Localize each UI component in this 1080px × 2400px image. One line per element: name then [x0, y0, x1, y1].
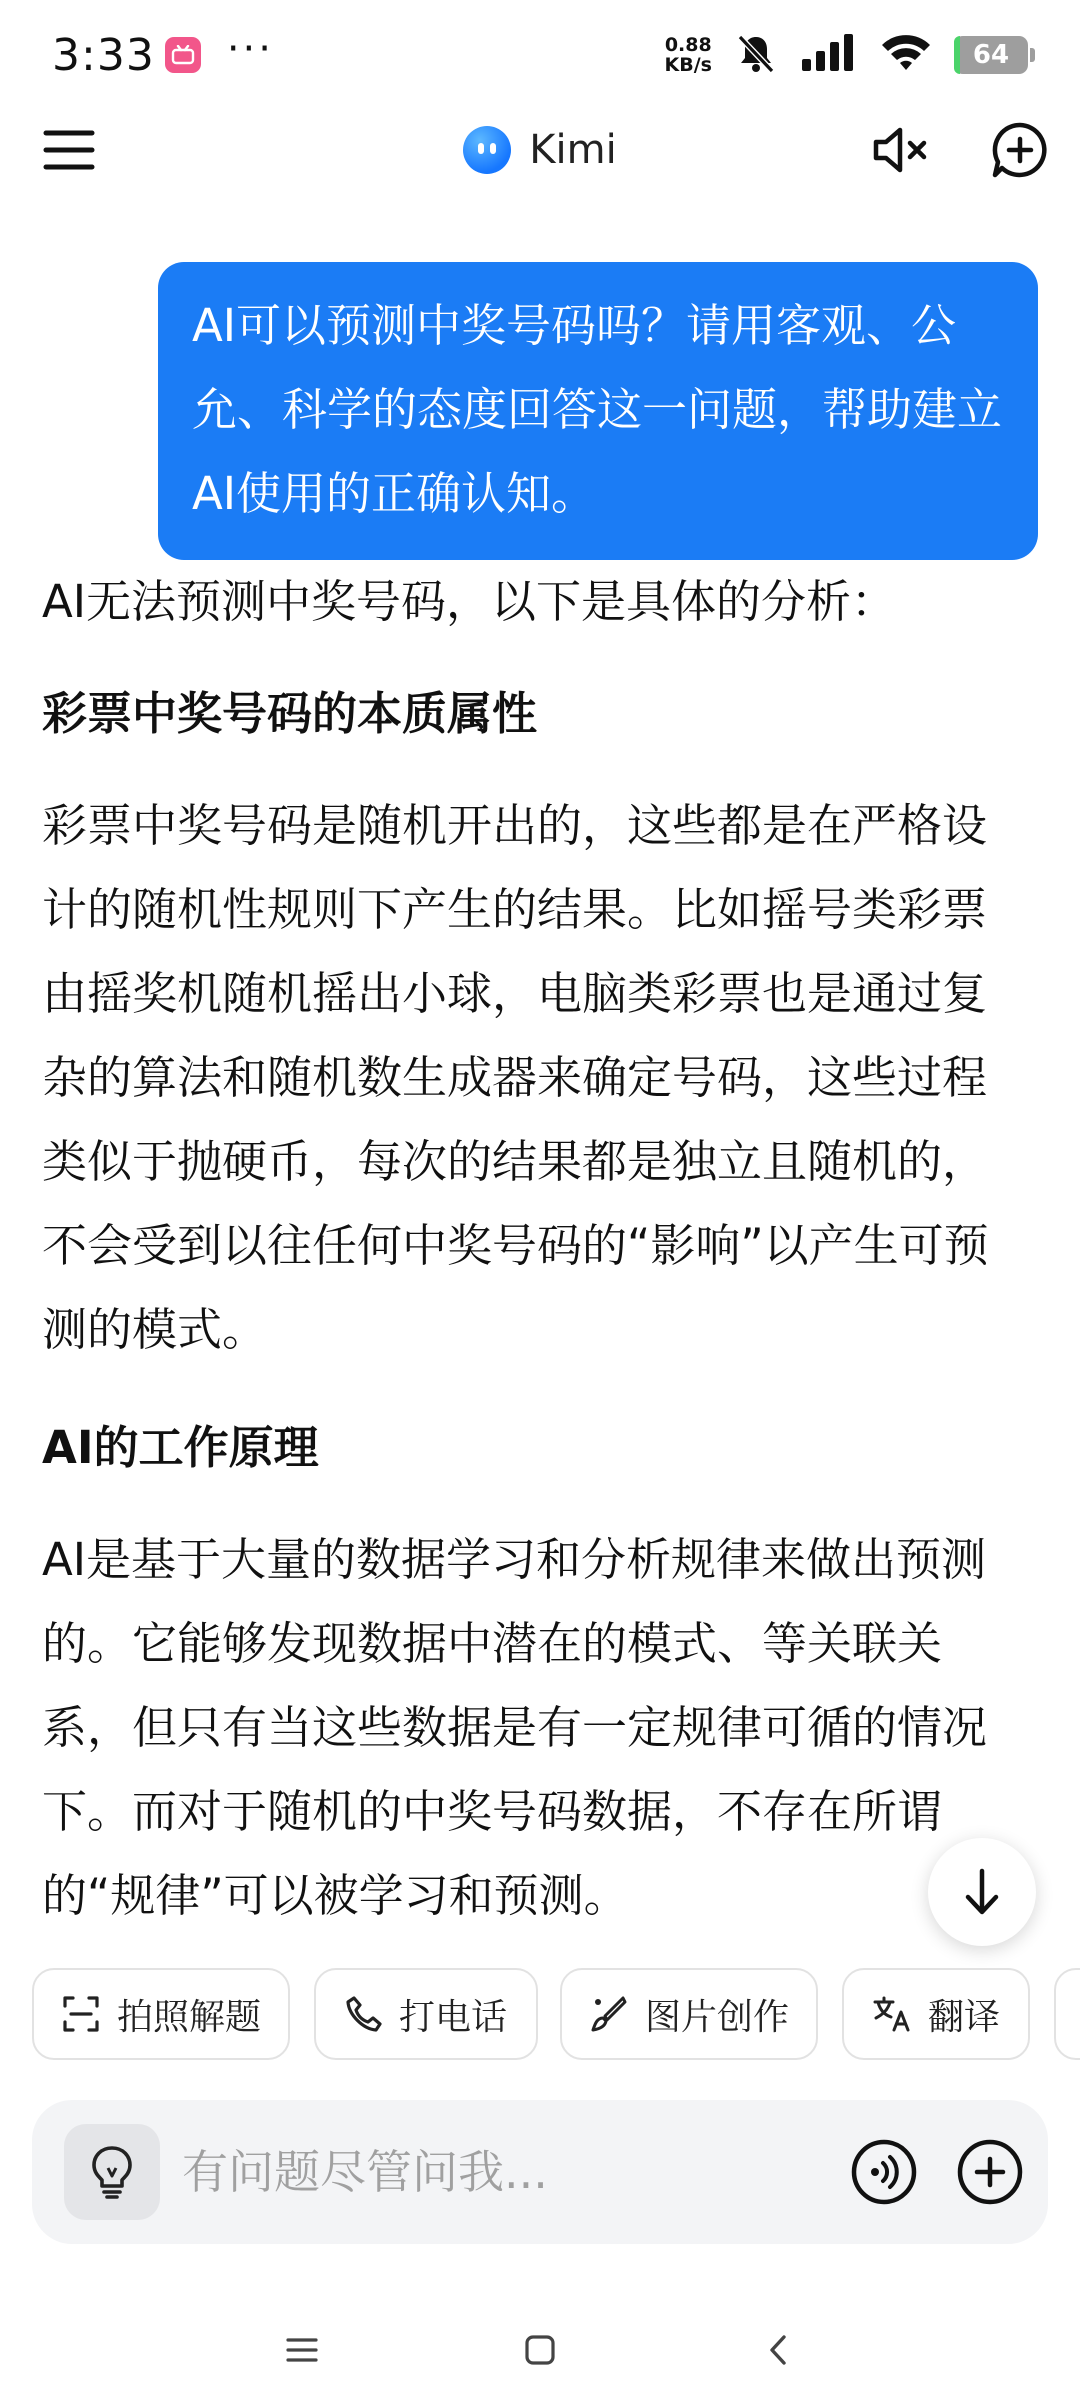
quick-action-label: 翻译	[927, 1996, 1000, 2038]
quick-action-photo-solve[interactable]	[32, 1968, 290, 2060]
network-speed-unit: KB/s	[664, 54, 712, 76]
network-speed-value: 0.88	[664, 34, 712, 56]
translate-icon	[872, 1994, 912, 2034]
battery-level: 64	[972, 40, 1010, 70]
brush-icon	[589, 1994, 629, 2034]
speaker-muted-icon	[870, 122, 930, 178]
deep-think-button[interactable]	[64, 2124, 160, 2220]
ai-intro: AI无法预测中奖号码，以下是具体的分析：	[42, 575, 897, 628]
app-header	[0, 110, 1080, 190]
plus-circle-icon	[956, 2138, 1024, 2206]
lightbulb-icon	[89, 2144, 135, 2200]
chat-thread[interactable]	[0, 190, 1080, 1935]
square-icon	[524, 2334, 556, 2366]
message-composer	[32, 2100, 1048, 2244]
menu-button[interactable]	[42, 125, 96, 175]
status-right	[665, 31, 1028, 79]
app-title: Kimi	[529, 127, 617, 173]
voice-input-button[interactable]	[850, 2138, 918, 2206]
quick-action-call[interactable]	[314, 1968, 538, 2060]
quick-action-more[interactable]	[1054, 1968, 1080, 2060]
quick-action-label: 拍照解题	[116, 1996, 261, 2038]
voice-wave-icon	[850, 2138, 918, 2206]
section-heading: AI的工作原理	[42, 1421, 319, 1474]
scan-icon	[61, 1994, 101, 2034]
chevron-left-icon	[766, 2333, 790, 2367]
battery-indicator	[954, 36, 1028, 74]
mute-button[interactable]	[870, 122, 930, 178]
section-body: 彩票中奖号码是随机开出的，这些都是在严格设计的随机性规则下产生的结果。比如摇号类彩票由摇奖机随机摇出小球，电脑类彩票也是通过复杂的算法和随机数生成器来确定号码，这些过程类似于抛硬币，每次的结果都是独立且随机的，不会受到以往任何中奖号码的“影响”以产生可预测的模式。	[42, 799, 989, 1356]
scroll-to-bottom-button[interactable]	[928, 1838, 1036, 1946]
bell-off-icon	[734, 31, 778, 79]
phone-icon	[345, 1995, 383, 2033]
attach-button[interactable]	[956, 2138, 1024, 2206]
quick-action-label: 打电话	[398, 1996, 507, 2038]
new-chat-icon	[990, 120, 1050, 180]
quick-action-image-create[interactable]	[560, 1968, 818, 2060]
status-bar	[0, 0, 1080, 110]
nav-recents-button[interactable]	[272, 2320, 332, 2380]
signal-icon	[800, 33, 858, 77]
network-speed	[665, 35, 712, 75]
status-time: 3:33	[52, 29, 155, 81]
quick-action-translate[interactable]	[842, 1968, 1030, 2060]
ai-response	[42, 560, 1002, 1935]
more-notifications-icon: ···	[226, 26, 274, 72]
arrow-down-icon	[960, 1867, 1004, 1917]
kimi-logo-icon	[463, 126, 511, 174]
bilibili-app-icon	[165, 37, 201, 73]
message-input[interactable]	[182, 2140, 742, 2204]
nav-back-button[interactable]	[748, 2320, 808, 2380]
wifi-icon	[880, 33, 932, 77]
menu-lines-icon	[285, 2336, 319, 2364]
section-body: AI是基于大量的数据学习和分析规律来做出预测的。它能够发现数据中潜在的模式、等关联关系，但只有当这些数据是有一定规律可循的情况下。而对于随机的中奖号码数据，不存在所谓的“规律”可以被学习和预测。	[42, 1533, 988, 1922]
section-heading: 彩票中奖号码的本质属性	[42, 687, 538, 740]
hamburger-icon	[42, 125, 96, 175]
system-navigation-bar	[0, 2290, 1080, 2400]
new-chat-button[interactable]	[990, 120, 1050, 180]
quick-actions-bar[interactable]	[0, 1968, 1080, 2064]
quick-action-label: 图片创作	[644, 1996, 789, 2038]
nav-home-button[interactable]	[510, 2320, 570, 2380]
user-message: AI可以预测中奖号码吗？请用客观、公允、科学的态度回答这一问题，帮助建立AI使用的正确认知。	[158, 262, 1038, 560]
